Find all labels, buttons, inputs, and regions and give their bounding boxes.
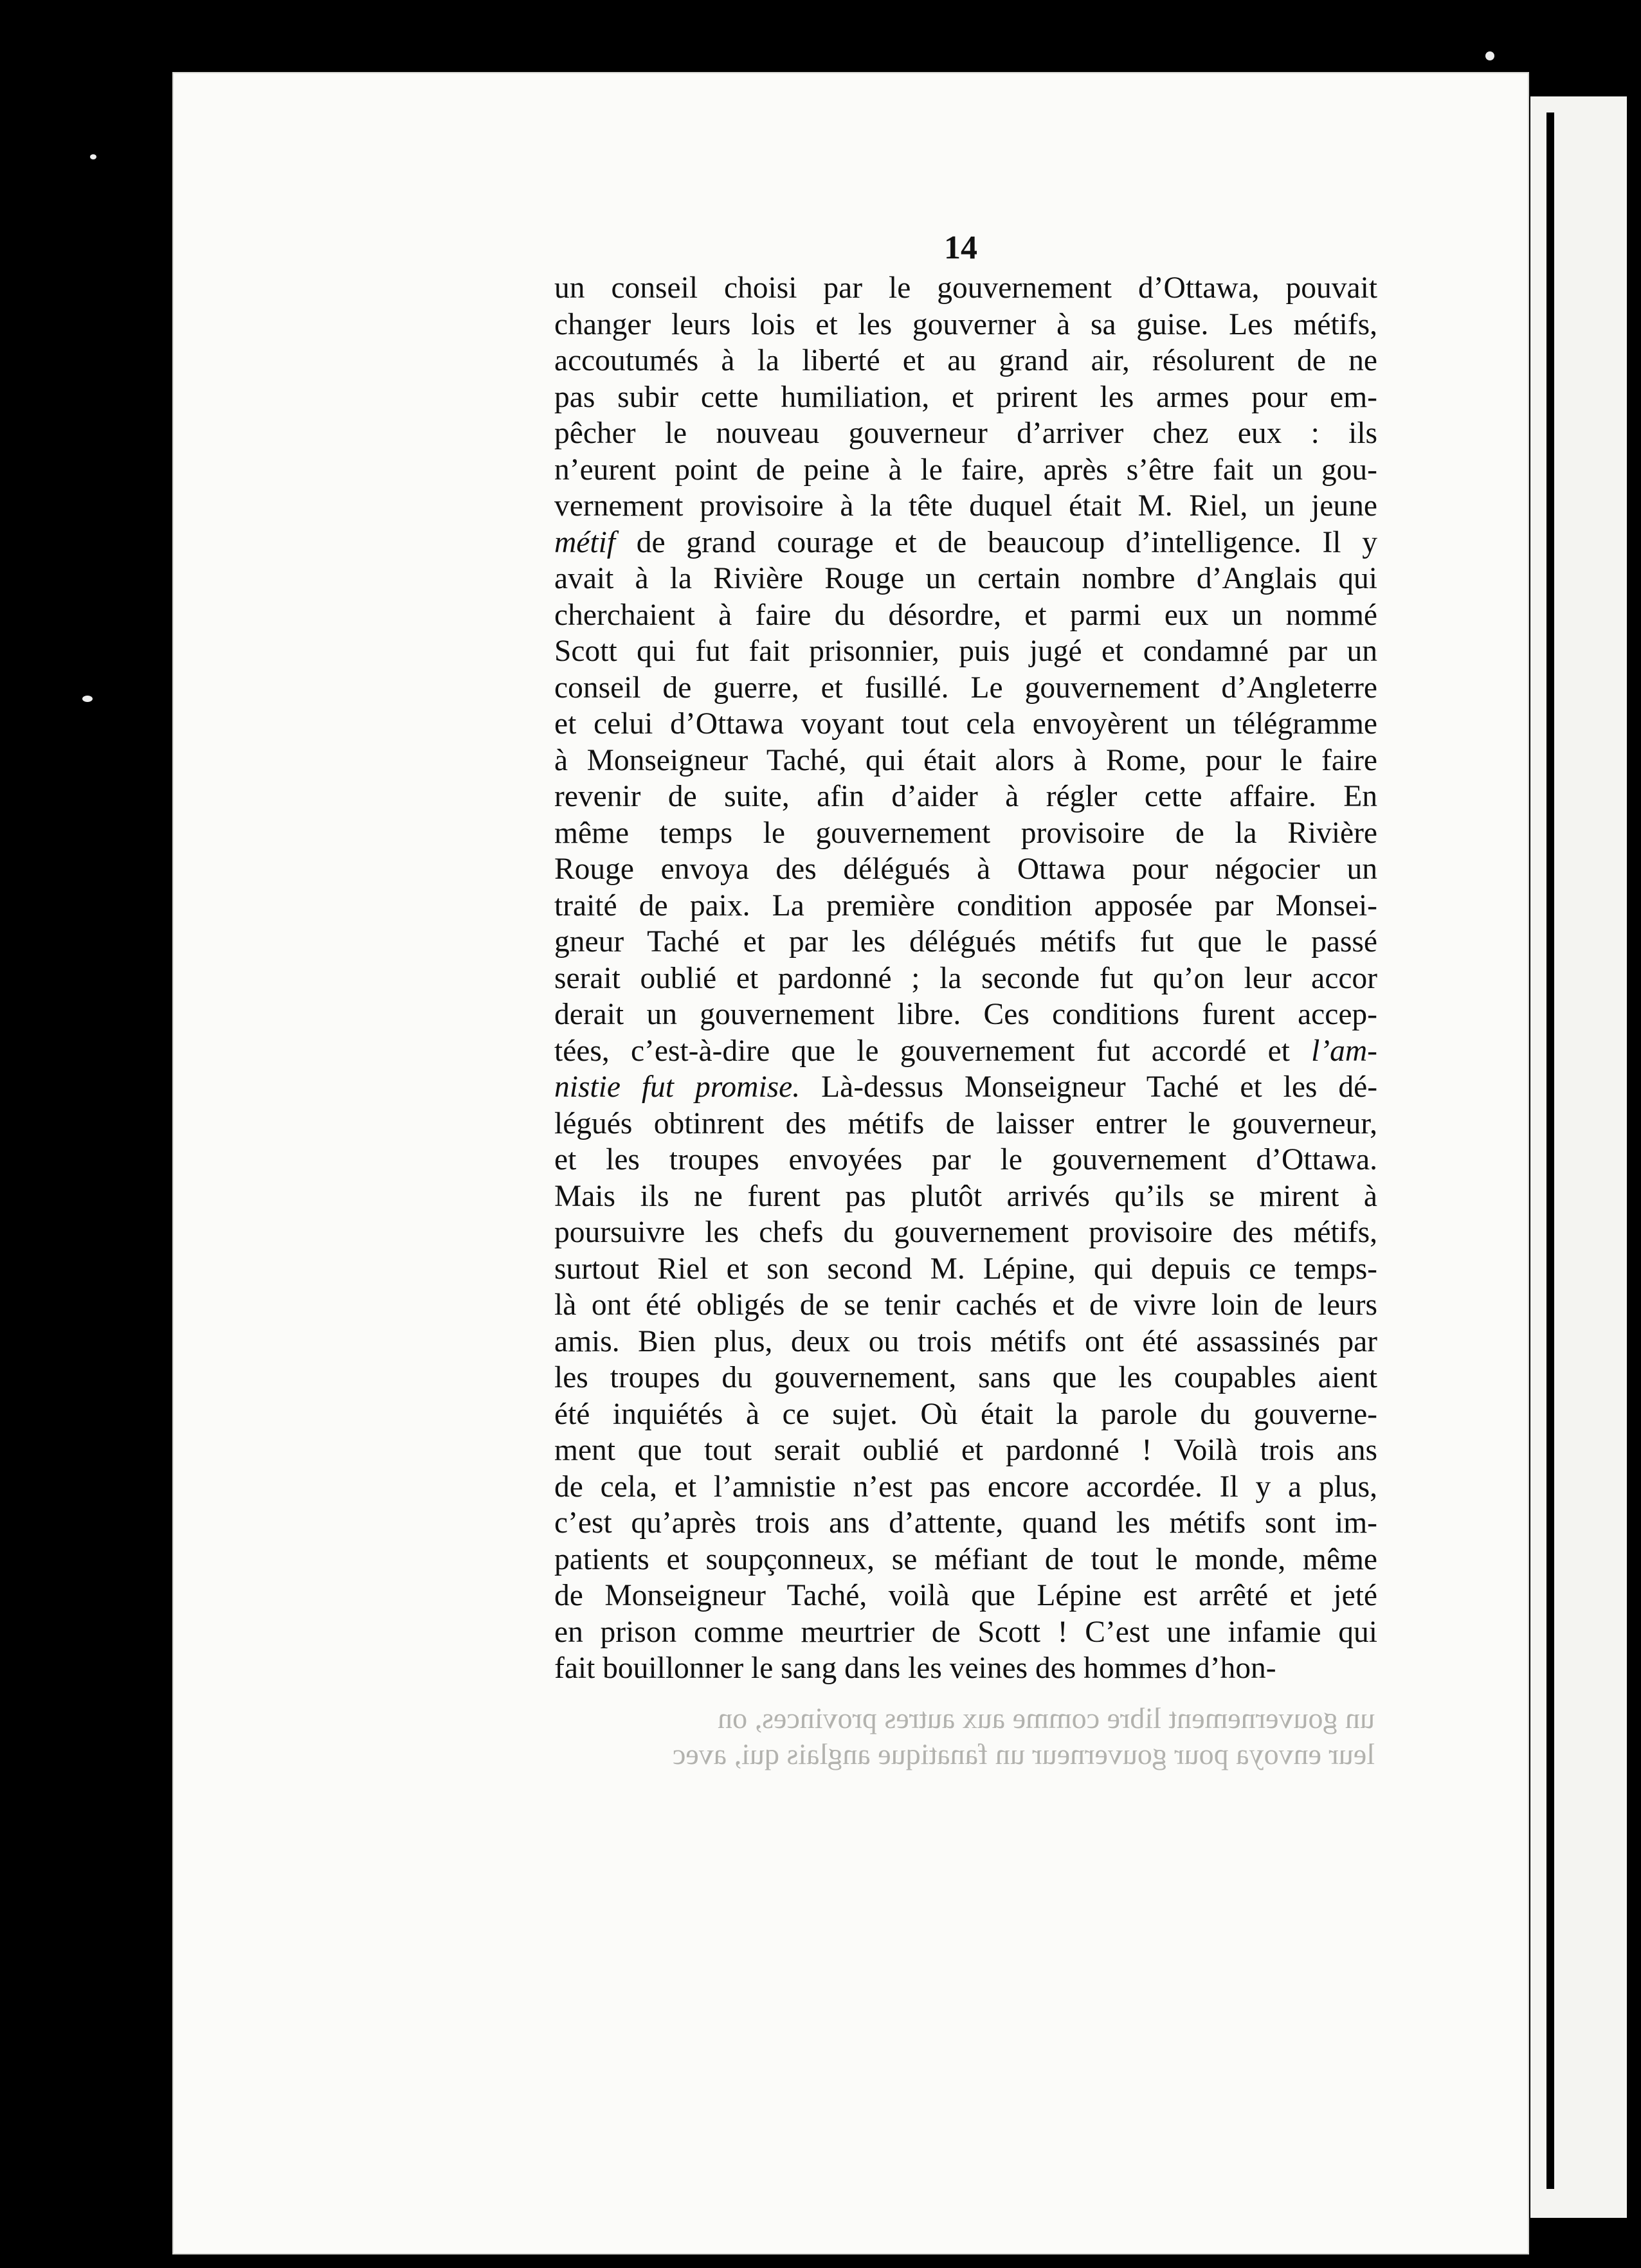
text-line: nistie fut promise. Là-dessus Monseigneur Taché et les dé- — [554, 1070, 1378, 1104]
text-line: changer leurs lois et les gouverner à sa guise. Les métifs, — [554, 307, 1377, 341]
bleed-line: leur envoya pour gouverneur un fanatique anglais qui, avec — [672, 1738, 1375, 1770]
text-line: métif de grand courage et de beaucoup d’intelligence. Il y — [554, 525, 1377, 559]
italic-phrase: métif — [554, 525, 615, 559]
text-line: de cela, et l’amnistie n’est pas encore accordée. Il y a plus, — [554, 1470, 1377, 1504]
text-line: là ont été obligés de se tenir cachés et de vivre loin de leurs — [554, 1288, 1377, 1322]
text-line: n’eurent point de peine à le faire, après s’être fait un gou- — [554, 453, 1377, 487]
text-line: accoutumés à la liberté et au grand air, résolurent de ne — [554, 344, 1377, 377]
italic-phrase: nistie fut promise. — [554, 1070, 801, 1104]
text-line: serait oublié et pardonné ; la seconde fut qu’on leur accor — [554, 961, 1377, 995]
text-line: vernement provisoire à la tête duquel était M. Riel, un jeune — [554, 489, 1377, 523]
text-line: pas subir cette humiliation, et prirent les armes pour em- — [554, 380, 1377, 414]
text-line: cherchaient à faire du désordre, et parmi eux un nommé — [554, 598, 1377, 632]
text-line: fait bouillonner le sang dans les veines des hommes d’hon- — [554, 1652, 1276, 1685]
scan-speck — [82, 696, 93, 702]
text-line: à Monseigneur Taché, qui était alors à Rome, pour le faire — [554, 743, 1377, 777]
text-line: légués obtinrent des métifs de laisser entrer le gouverneur, — [554, 1106, 1377, 1140]
text-line: surtout Riel et son second M. Lépine, qui depuis ce temps- — [554, 1252, 1377, 1286]
scan-speck — [90, 154, 96, 159]
body-text — [554, 270, 1377, 1687]
text-line: Rouge envoya des délégués à Ottawa pour négocier un — [554, 852, 1377, 886]
text-line: derait un gouvernement libre. Ces conditions furent accep- — [554, 998, 1377, 1031]
text-line: en prison comme meurtrier de Scott ! C’est une infamie qui — [554, 1615, 1377, 1649]
text-line: amis. Bien plus, deux ou trois métifs ont été assassinés par — [554, 1324, 1377, 1358]
text-line: patients et soupçonneux, se méfiant de tout le monde, même — [554, 1542, 1377, 1576]
text-line: et les troupes envoyées par le gouvernement d’Ottawa. — [554, 1143, 1377, 1176]
page-number: 14 — [944, 230, 977, 266]
text-line: tées, c’est-à-dire que le gouvernement fut accordé et l’am- — [554, 1034, 1377, 1068]
text-line: Scott qui fut fait prisonnier, puis jugé et condamné par un — [554, 634, 1377, 668]
page-edge-shadow — [1546, 113, 1554, 2189]
text-line: c’est qu’après trois ans d’attente, quand les métifs sont im- — [554, 1506, 1377, 1540]
text-line: les troupes du gouvernement, sans que les coupables aient — [554, 1361, 1377, 1394]
text-line: revenir de suite, afin d’aider à régler cette affaire. En — [554, 780, 1377, 813]
bleed-through-text — [565, 1700, 1375, 1772]
text-line: avait à la Rivière Rouge un certain nombre d’Anglais qui — [554, 562, 1377, 595]
text-line: conseil de guerre, et fusillé. Le gouvernement d’Angleterre — [554, 670, 1377, 705]
text-line: gneur Taché et par les délégués métifs fut que le passé — [554, 925, 1377, 959]
text-line: même temps le gouvernement provisoire de la Rivière — [554, 816, 1377, 850]
text-line: et celui d’Ottawa voyant tout cela envoyèrent un télégramme — [554, 707, 1377, 741]
text-line: un conseil choisi par le gouvernement d’Ottawa, pouvait — [554, 271, 1377, 305]
text-line: Mais ils ne furent pas plutôt arrivés qu’ils se mirent à — [554, 1179, 1377, 1213]
scan-speck — [1485, 51, 1494, 60]
text-line: pêcher le nouveau gouverneur d’arriver chez eux : ils — [554, 417, 1377, 450]
text-line: traité de paix. La première condition apposée par Monsei- — [554, 888, 1377, 923]
italic-phrase: l’am- — [1311, 1034, 1377, 1068]
text-line: été inquiétés à ce sujet. Où était la parole du gouverne- — [554, 1397, 1377, 1431]
text-line: de Monseigneur Taché, voilà que Lépine est arrêté et jeté — [554, 1579, 1377, 1612]
text-line: ment que tout serait oublié et pardonné ! Voilà trois ans — [554, 1434, 1377, 1467]
text-line: poursuivre les chefs du gouvernement provisoire des métifs, — [554, 1216, 1377, 1249]
next-page-edge — [1530, 96, 1627, 2218]
bleed-line: un gouvernement libre comme aux autres provinces, on — [718, 1702, 1375, 1734]
